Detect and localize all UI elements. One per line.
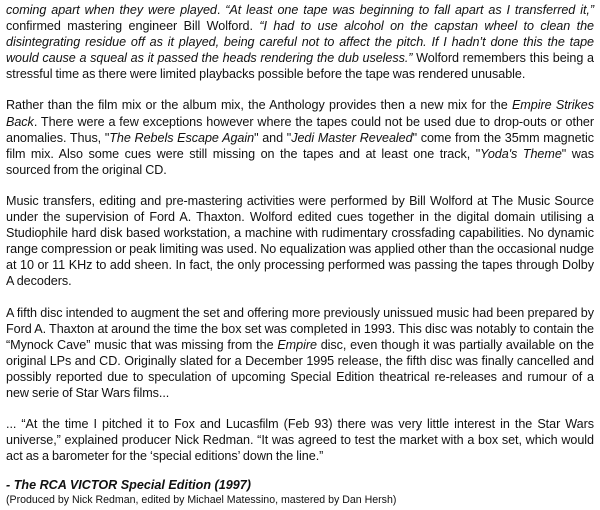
- track-title: Yoda's Theme: [480, 146, 562, 161]
- text-run: .: [216, 3, 226, 17]
- section-heading: - The RCA VICTOR Special Edition (1997): [6, 478, 251, 493]
- track-title: The Rebels Escape Again: [109, 130, 255, 145]
- text-run: Rather than the film mix or the album mix, the Anthology provides then a new mix for the: [6, 98, 512, 113]
- quote-fragment: coming apart when they were played: [6, 3, 217, 17]
- paragraph-new-mix: [6, 97, 594, 177]
- quote-wolford-2: “I had to use alcohol on the capstan wheel to clean the disintegrating residue off as it played, being careful not to affect the pitch. If I hadn’t done this the tape would cause a squeal as it passed the heads rendering the dub useless.”: [6, 19, 594, 66]
- paragraph-tape-transfer: [6, 2, 594, 82]
- text-run: disc, even though it was partially available on the original LPs and CD. Originally slated for a December 1995 release, the fifth disc was finally cancelled and possibly reported due to speculation of upcoming Special Edition theatrical re-releases and rumour of a new serie of Star Wars films...: [6, 337, 594, 400]
- paragraph-music-transfers: Music transfers, editing and pre-mastering activities were performed by Bill Wolford at The Music Source under the supervision of Ford A. Thaxton. Wolford edited cues together in the digital domain utilising a Studiophile hard disk based workstation, a machine with rudimentary crossfading capabilities. No dynamic range compression or peak limiting was used. No equalization was applied other than the occasional nudge at 10 or 11 KHz to add sheen. In fact, the only processing performed was passing the tapes through Dolby A decoders.: [6, 193, 594, 289]
- text-run: " come from the 35mm magnetic film mix. Also some cues were still missing on the tapes and at least one track, ": [6, 130, 594, 161]
- text-run: . There were a few exceptions however where the tapes could not be used due to drop-outs or other anomalies. Thus, ": [6, 114, 594, 145]
- film-title: Empire: [277, 337, 317, 352]
- text-run: " was sourced from the original CD.: [6, 146, 594, 177]
- section-credits: (Produced by Nick Redman, edited by Michael Matessino, mastered by Dan Hersh): [6, 494, 397, 507]
- track-title: Jedi Master Revealed: [291, 130, 413, 145]
- quote-wolford-1: “At least one tape was beginning to fall apart as I transferred it,”: [225, 3, 594, 17]
- text-run: A fifth disc intended to augment the set and offering more previously unissued music had been prepared by Ford A. Thaxton at around the time the box set was completed in 1993. This disc was notably to contain the “Mynock Cave” music that was missing from the: [6, 305, 594, 352]
- text-run: " and ": [254, 130, 292, 145]
- text-run: Wolford remembers this being a stressful time as there were limited playbacks possible before the tape was rendered unusable.: [6, 51, 594, 82]
- paragraph-redman-quote: ... “At the time I pitched it to Fox and Lucasfilm (Feb 93) there was very little interest in the Star Wars universe,” explained producer Nick Redman. “It was agreed to test the market with a box set, which would act as a barometer for the ‘special editions’ down the line.”: [6, 417, 594, 464]
- paragraph-fifth-disc: [6, 305, 594, 402]
- film-title: Empire Strikes Back: [6, 98, 594, 129]
- text-run: confirmed mastering engineer Bill Wolford.: [6, 19, 260, 34]
